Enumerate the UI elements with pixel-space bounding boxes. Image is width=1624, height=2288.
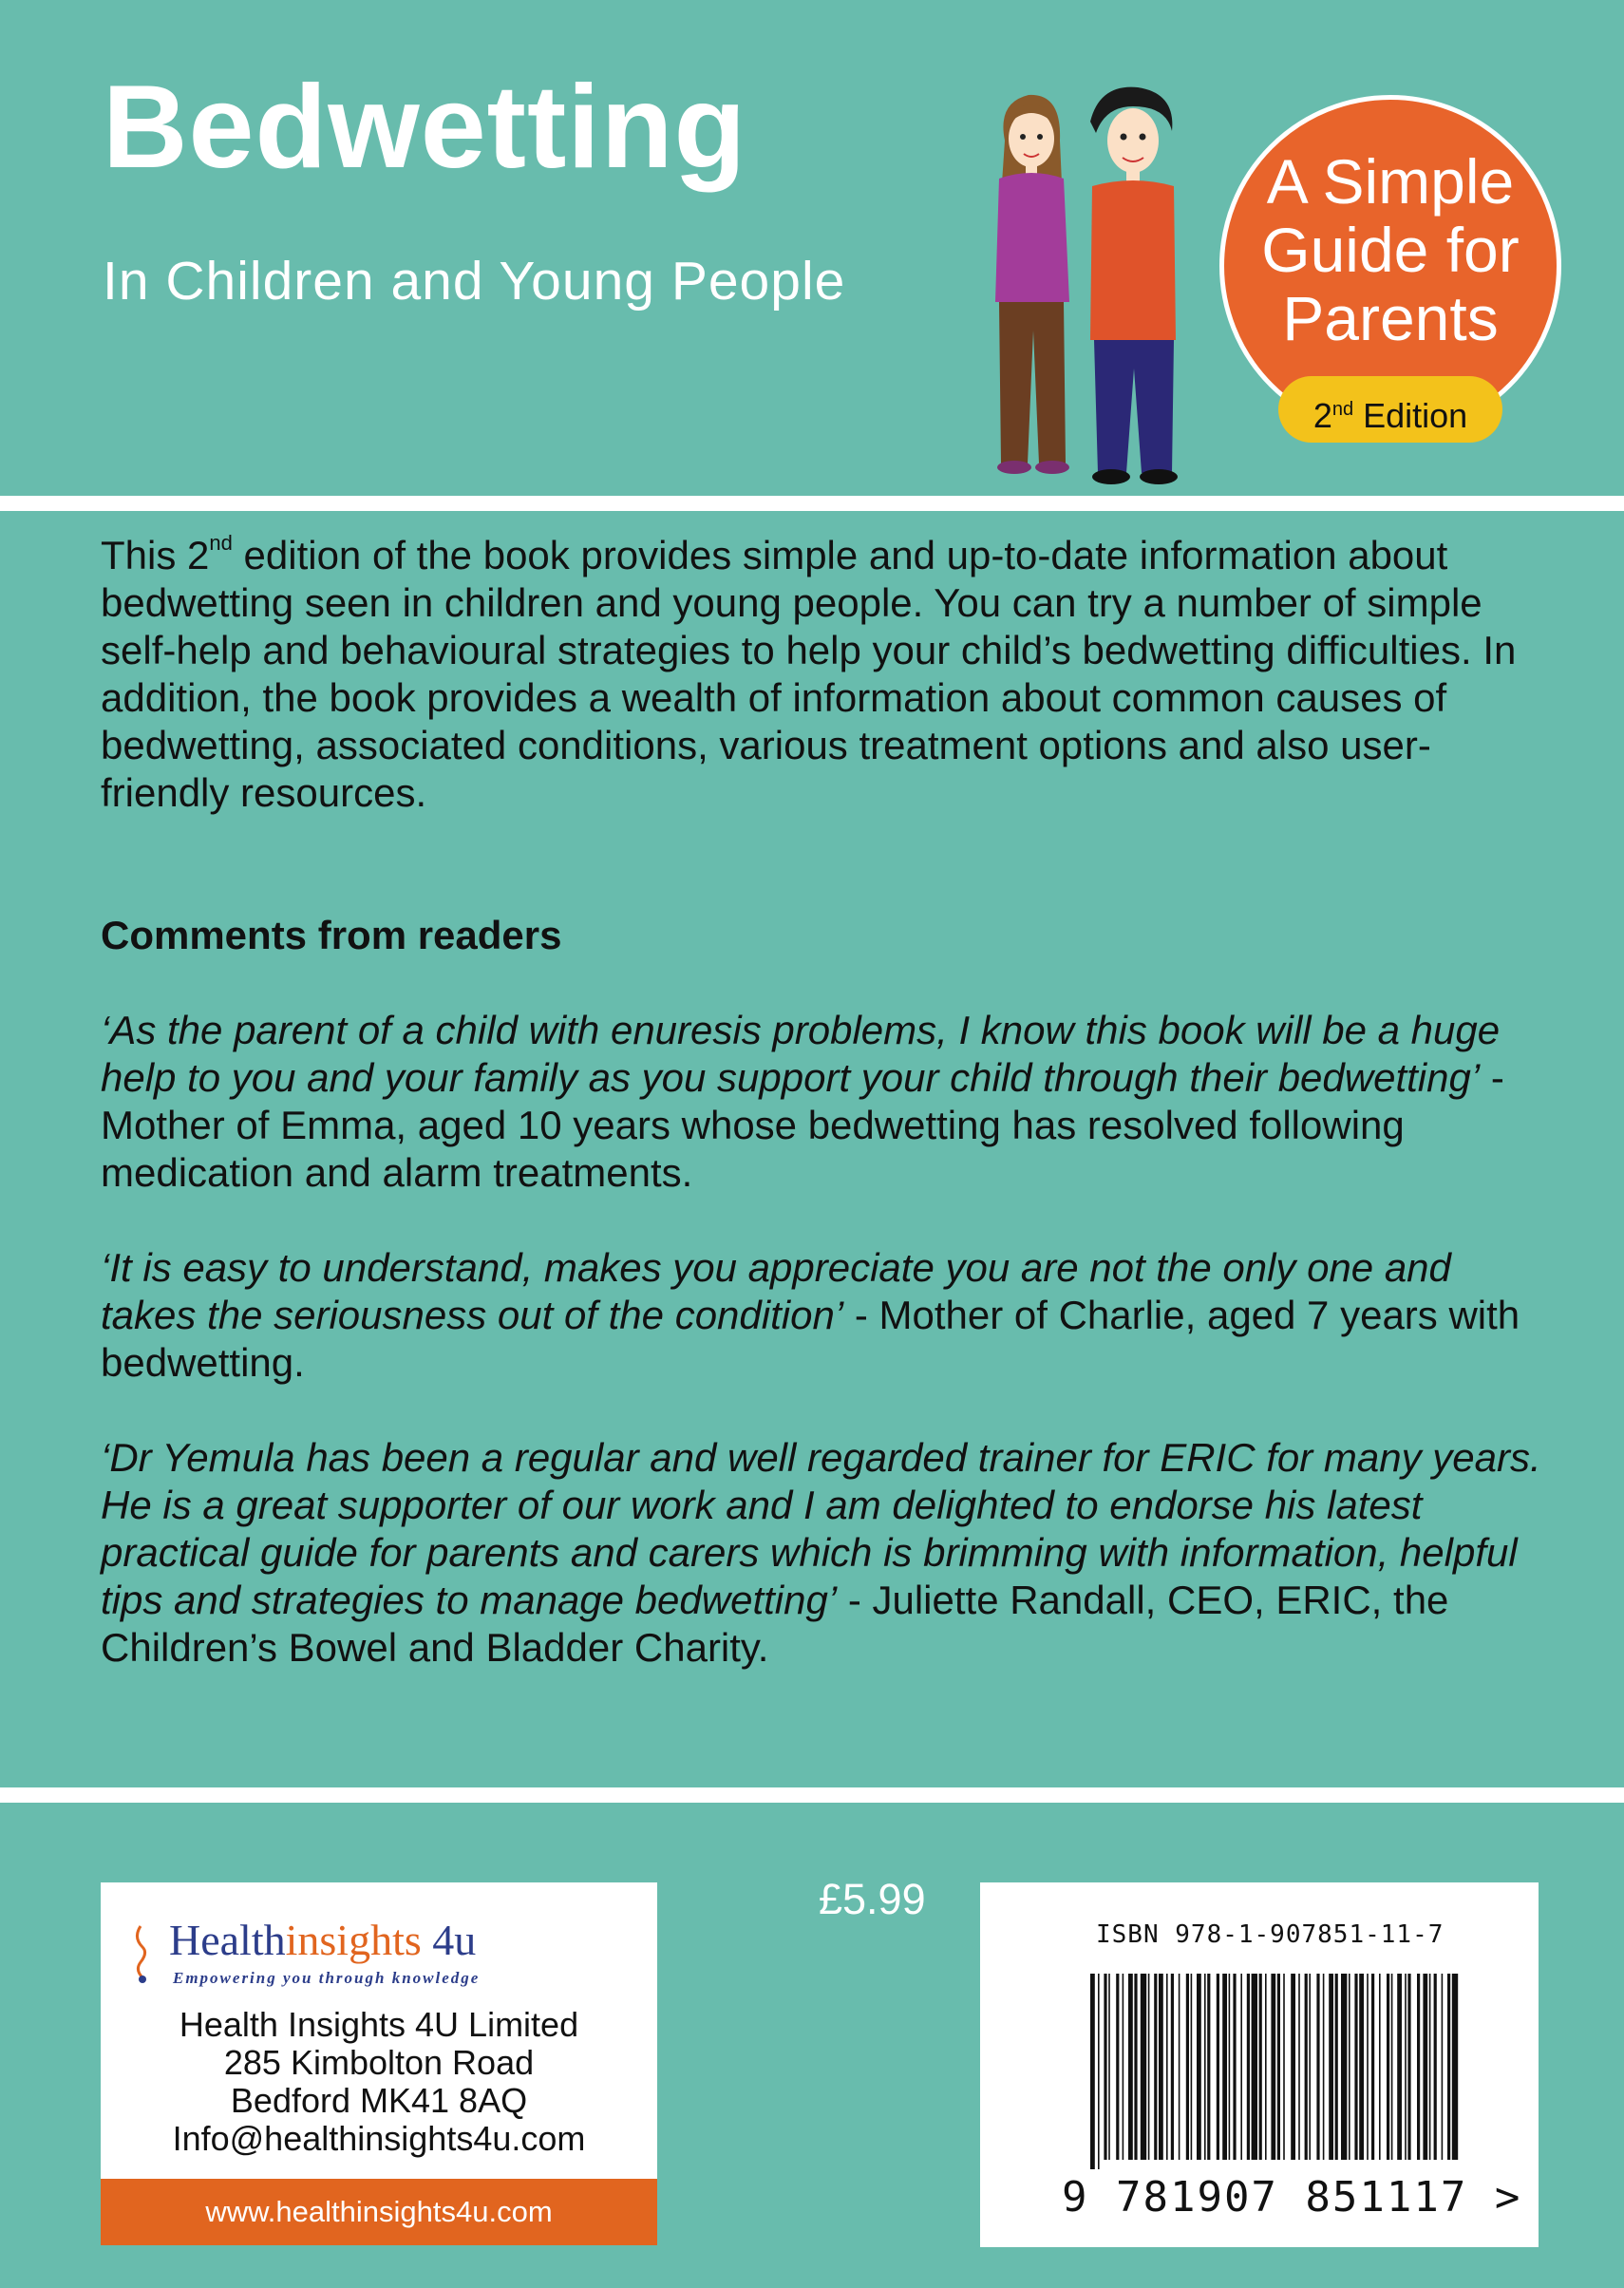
publisher-logo: [129, 1909, 642, 1995]
barcode-bar: [1335, 1974, 1338, 2160]
barcode-bar: [1417, 1974, 1420, 2160]
barcode-bar: [1247, 1974, 1250, 2160]
barcode-bar: [1316, 1974, 1319, 2160]
edition-number: 2: [1312, 396, 1332, 435]
logo-4u: 4u: [421, 1916, 477, 1964]
barcode-bar: [1123, 1974, 1124, 2160]
barcode-bar: [1349, 1974, 1350, 2160]
bottom-divider: [0, 1787, 1624, 1803]
barcode-bar: [1423, 1974, 1427, 2160]
barcode-bar: [1229, 1974, 1231, 2160]
logo-insights: insights: [285, 1916, 422, 1964]
barcode-bar: [1197, 1974, 1201, 2160]
barcode-bar: [1367, 1974, 1369, 2160]
book-description: [101, 532, 1554, 817]
address-line: Bedford MK41 8AQ: [230, 2081, 528, 2120]
barcode-bar: [1104, 1974, 1106, 2160]
barcode-bar: [1341, 1974, 1347, 2160]
barcode-bar: [1186, 1974, 1189, 2160]
barcode-bar: [1166, 1974, 1168, 2160]
barcode-bar: [1148, 1974, 1150, 2160]
children-illustration: [986, 84, 1195, 492]
barcode-number: 9 781907 851117 >: [1062, 2173, 1522, 2222]
book-title: Bedwetting: [103, 62, 747, 193]
quote-text: ‘Dr Yemula has been a regular and well regarded trainer for ERIC for many years. He is a great supporter of our work and I am delighted to endorse his latest practical guide for parents and carers which is brimming with information, helpful tips and strategies to manage bedwetting’: [101, 1435, 1541, 1622]
quote-text: ‘It is easy to understand, makes you appreciate you are not the only one and takes the seriousness out of the condition’: [101, 1245, 1451, 1337]
barcode-bar: [1405, 1974, 1407, 2160]
barcode-bar: [1434, 1974, 1437, 2160]
barcode-bar: [1452, 1974, 1458, 2160]
barcode-bar: [1090, 1974, 1095, 2169]
address-line: 285 Kimbolton Road: [223, 2043, 535, 2082]
barcode-bar: [1397, 1974, 1402, 2160]
reader-quote: [101, 1434, 1554, 1672]
comments-heading: Comments from readers: [101, 913, 562, 957]
barcode-bar: [1116, 1974, 1119, 2160]
badge-line-2: Guide for: [1261, 215, 1520, 285]
barcode-bar: [1359, 1974, 1364, 2160]
barcode-bar: [1329, 1974, 1333, 2160]
publisher-panel: [101, 1882, 657, 2245]
barcode-bar: [1391, 1974, 1393, 2160]
barcode-bar: [1305, 1974, 1308, 2160]
barcode-bar: [1442, 1974, 1444, 2160]
barcode-bar: [1171, 1974, 1174, 2160]
publisher-email: Info@healthinsights4u.com: [172, 2119, 586, 2158]
barcode-bar: [1128, 1974, 1133, 2160]
barcode-bar: [1447, 1974, 1450, 2160]
barcode-bar: [1098, 1974, 1100, 2169]
barcode-panel: [980, 1882, 1539, 2247]
svg-text:Healthinsights 4u: [169, 1916, 476, 1964]
reader-quote: [101, 1244, 1554, 1387]
barcode-bar: [1387, 1974, 1389, 2160]
reader-quote: [101, 1007, 1554, 1197]
barcode-bar: [1217, 1974, 1219, 2160]
isbn-label: ISBN 978-1-907851-11-7: [1096, 1920, 1445, 1949]
description-rest: edition of the book provides simple and up-to-date information about bedwetting seen in children and young people. You can try a number of simple self-help and behavioural strategies to help your child’s bedwetting difficulties. In addition, the book provides a wealth of information about common causes of bedwetting, associated conditions, various treatment options and also user-friendly resources.: [101, 533, 1517, 815]
barcode-bar: [1240, 1974, 1242, 2160]
barcode-bar: [1222, 1974, 1227, 2160]
barcode-bar: [1283, 1974, 1285, 2160]
quote-attribution: - Mother of Emma, aged 10 years whose bedwetting has resolved following medication and alarm treatments.: [101, 1055, 1504, 1195]
barcode-bar: [1407, 1974, 1410, 2160]
barcode-bar: [1371, 1974, 1374, 2160]
edition-word: Edition: [1353, 396, 1468, 435]
barcode-bar: [1379, 1974, 1381, 2160]
logo-health: Health: [169, 1916, 286, 1964]
barcode-bar: [1204, 1974, 1206, 2160]
barcode-bar: [1265, 1974, 1267, 2160]
price: £5.99: [819, 1875, 926, 1923]
barcode-bar: [1134, 1974, 1137, 2160]
quote-attribution: - Mother of Charlie, aged 7 years with bedwetting.: [101, 1293, 1520, 1385]
edition-suffix: nd: [1331, 399, 1354, 420]
address-line: Health Insights 4U Limited: [179, 2005, 579, 2044]
barcode-bar: [1159, 1974, 1163, 2160]
barcode-bar: [1309, 1974, 1311, 2160]
edition-badge: [1278, 376, 1502, 443]
barcode-bar: [1298, 1974, 1300, 2160]
barcode-bar: [1277, 1974, 1280, 2160]
publisher-website: www.healthinsights4u.com: [101, 2179, 657, 2245]
barcode-bar: [1291, 1974, 1295, 2160]
top-divider: [0, 496, 1624, 511]
barcode-bar: [1141, 1974, 1146, 2160]
badge-line-1: A Simple: [1266, 146, 1515, 217]
description-sup: nd: [209, 531, 233, 555]
barcode-bar: [1271, 1974, 1275, 2160]
logo-tagline: Empowering you through knowledge: [173, 1969, 481, 1987]
badge-line-3: Parents: [1282, 283, 1499, 353]
quote-attribution: - Juliette Randall, CEO, ERIC, the Children’s Bowel and Bladder Charity.: [101, 1578, 1449, 1670]
barcode-bar: [1233, 1974, 1236, 2160]
barcode-bar: [1252, 1974, 1257, 2160]
barcode-bar: [1191, 1974, 1193, 2160]
barcode-bar: [1179, 1974, 1180, 2160]
barcode-bar: [1207, 1974, 1210, 2160]
barcode-bar: [1154, 1974, 1157, 2160]
barcode-bar: [1323, 1974, 1325, 2160]
description-start: This 2: [101, 533, 210, 577]
barcode-image: [1090, 1974, 1459, 2169]
barcode-bar: [1108, 1974, 1110, 2160]
barcode-bar: [1259, 1974, 1262, 2160]
barcode-bar: [1429, 1974, 1431, 2160]
barcode-bar: [1354, 1974, 1357, 2160]
quote-text: ‘As the parent of a child with enuresis problems, I know this book will be a huge help to you and your family as you support your child through their bedwetting’: [101, 1008, 1501, 1100]
book-subtitle: In Children and Young People: [103, 251, 846, 312]
publisher-address: [101, 2006, 657, 2158]
